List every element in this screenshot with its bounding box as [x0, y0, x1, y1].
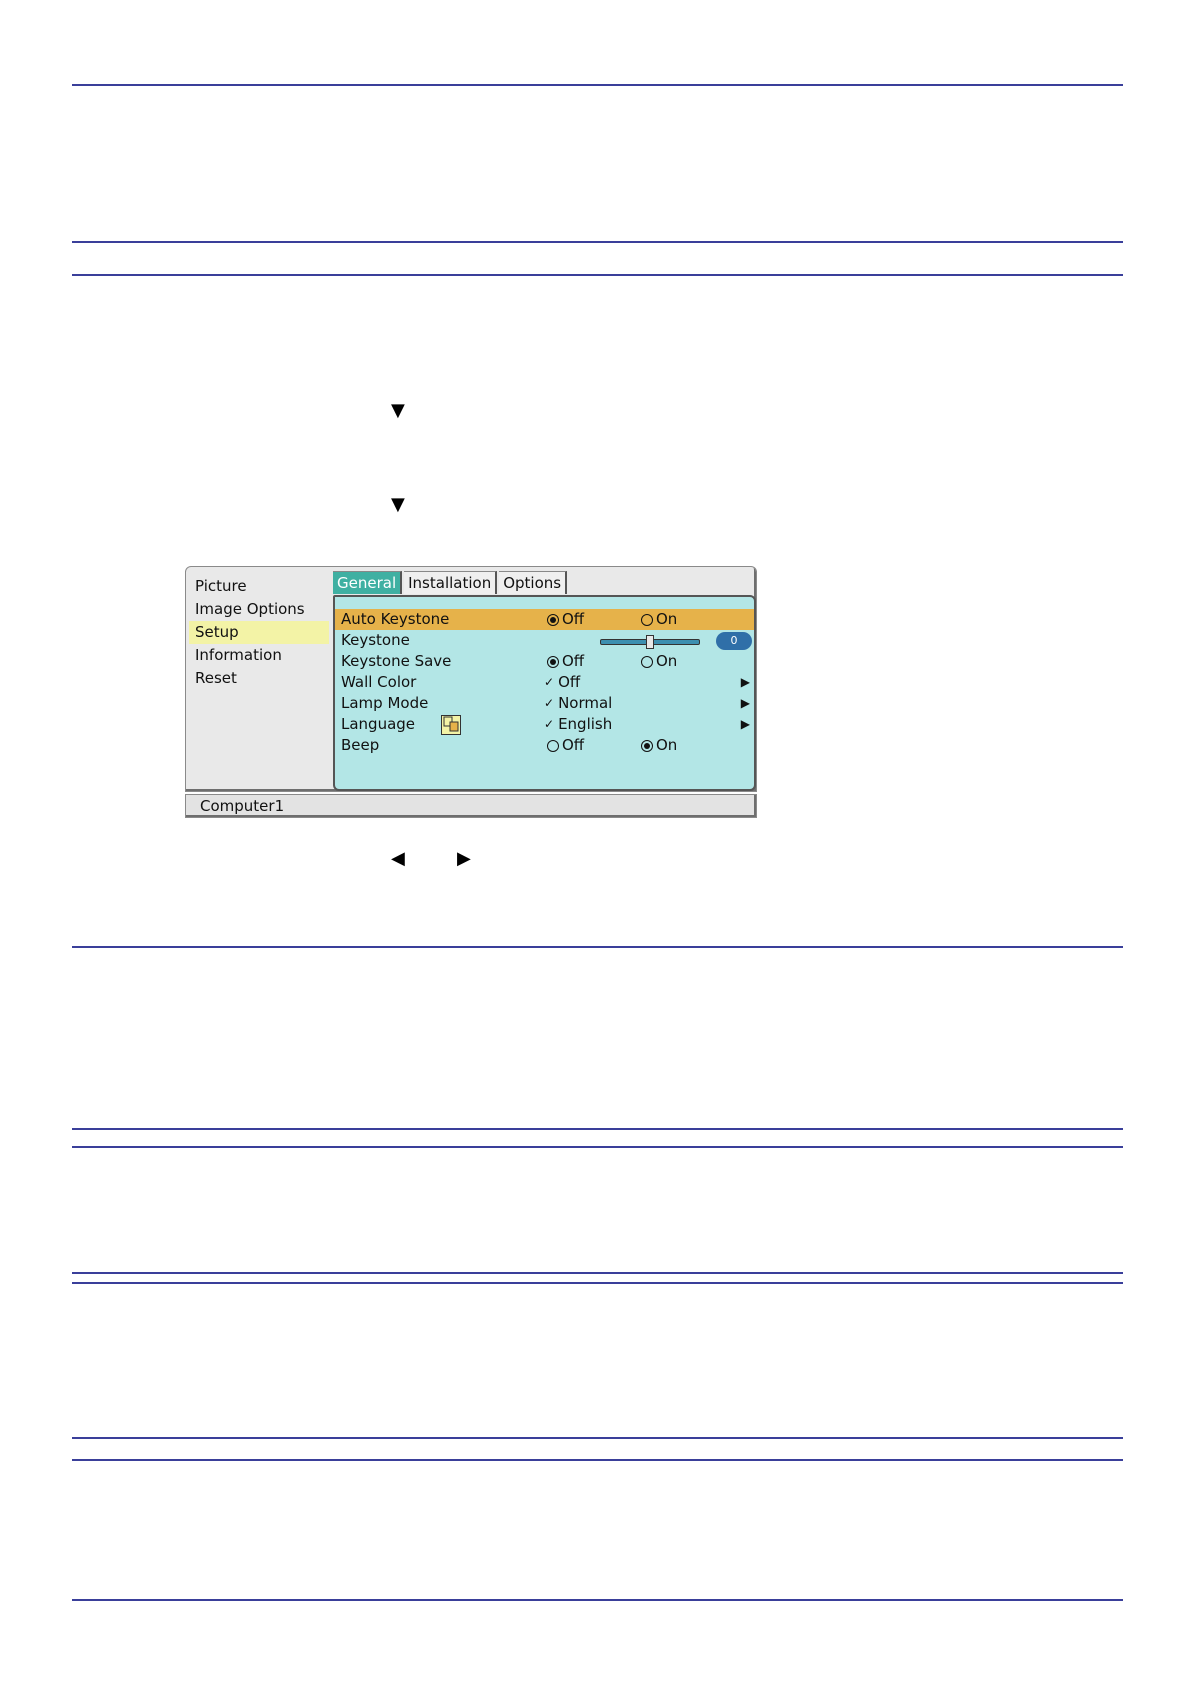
slider-thumb[interactable] [646, 635, 654, 649]
auto-keystone-on-option[interactable] [641, 609, 677, 630]
option-label: On [656, 736, 678, 754]
divider-rule [72, 1272, 1123, 1274]
keystone-save-row[interactable] [335, 651, 754, 672]
tab-general[interactable]: General [333, 571, 402, 594]
radio-unselected-icon [641, 656, 653, 668]
keystone-row[interactable] [335, 630, 754, 651]
divider-rule [72, 1282, 1123, 1284]
keystone-save-on-option[interactable] [641, 651, 677, 672]
value-label: Off [558, 673, 581, 691]
lamp-mode-label: Lamp Mode [341, 694, 429, 712]
input-source-label: Computer1 [200, 797, 285, 815]
osd-menu [185, 566, 757, 818]
value-label: English [558, 715, 613, 733]
divider-rule [72, 84, 1123, 86]
keystone-slider[interactable] [600, 639, 700, 645]
lamp-mode-row[interactable] [335, 693, 754, 714]
radio-selected-icon [641, 740, 653, 752]
language-value [544, 714, 612, 735]
option-label: Off [562, 736, 585, 754]
option-label: On [656, 652, 678, 670]
check-icon: ✓ [544, 696, 555, 710]
submenu-arrow-icon[interactable]: ▶ [740, 675, 750, 689]
divider-rule [72, 1459, 1123, 1461]
check-icon: ✓ [544, 675, 555, 689]
wall-color-row[interactable] [335, 672, 754, 693]
right-arrow-icon: ▶ [457, 848, 471, 869]
keystone-label: Keystone [341, 631, 410, 649]
radio-selected-icon [547, 656, 559, 668]
option-label: Off [562, 610, 585, 628]
check-icon: ✓ [544, 717, 555, 731]
language-row[interactable] [335, 714, 754, 735]
keystone-value: 0 [716, 632, 752, 650]
divider-rule [72, 1437, 1123, 1439]
value-label: Normal [558, 694, 613, 712]
radio-selected-icon [547, 614, 559, 626]
keystone-save-label: Keystone Save [341, 652, 452, 670]
divider-rule [72, 241, 1123, 243]
tab-bar [333, 571, 569, 595]
divider-rule [72, 1128, 1123, 1130]
auto-keystone-off-option[interactable] [547, 609, 584, 630]
sidebar-item-picture[interactable]: Picture [195, 577, 247, 595]
beep-label: Beep [341, 736, 380, 754]
down-arrow-icon: ▼ [391, 494, 405, 515]
divider-rule [72, 274, 1123, 276]
language-glyph-icon [443, 716, 459, 732]
language-label: Language [341, 715, 416, 733]
sidebar-item-setup[interactable]: Setup [189, 621, 329, 644]
divider-rule [72, 946, 1123, 948]
beep-off-option[interactable] [547, 735, 584, 756]
radio-unselected-icon [641, 614, 653, 626]
divider-rule [72, 1599, 1123, 1601]
tab-installation[interactable]: Installation [404, 571, 497, 594]
status-bar [185, 794, 757, 818]
settings-panel [333, 595, 756, 791]
submenu-arrow-icon[interactable]: ▶ [740, 696, 750, 710]
sidebar-item-reset[interactable]: Reset [195, 669, 237, 687]
auto-keystone-row[interactable] [335, 609, 754, 630]
beep-row[interactable] [335, 735, 754, 756]
auto-keystone-label: Auto Keystone [341, 610, 450, 628]
sidebar-item-image-options[interactable]: Image Options [195, 600, 305, 618]
down-arrow-icon: ▼ [391, 400, 405, 421]
option-label: Off [562, 652, 585, 670]
lamp-mode-value [544, 693, 612, 714]
beep-on-option[interactable] [641, 735, 677, 756]
osd-frame [185, 566, 757, 792]
option-label: On [656, 610, 678, 628]
wall-color-value [544, 672, 580, 693]
tab-options[interactable]: Options [499, 571, 567, 594]
wall-color-label: Wall Color [341, 673, 417, 691]
keystone-save-off-option[interactable] [547, 651, 584, 672]
language-icon [441, 715, 461, 735]
submenu-arrow-icon[interactable]: ▶ [740, 717, 750, 731]
sidebar-item-information[interactable]: Information [195, 646, 282, 664]
left-arrow-icon: ◀ [391, 848, 405, 869]
menu-sidebar [189, 575, 329, 690]
radio-unselected-icon [547, 740, 559, 752]
divider-rule [72, 1146, 1123, 1148]
